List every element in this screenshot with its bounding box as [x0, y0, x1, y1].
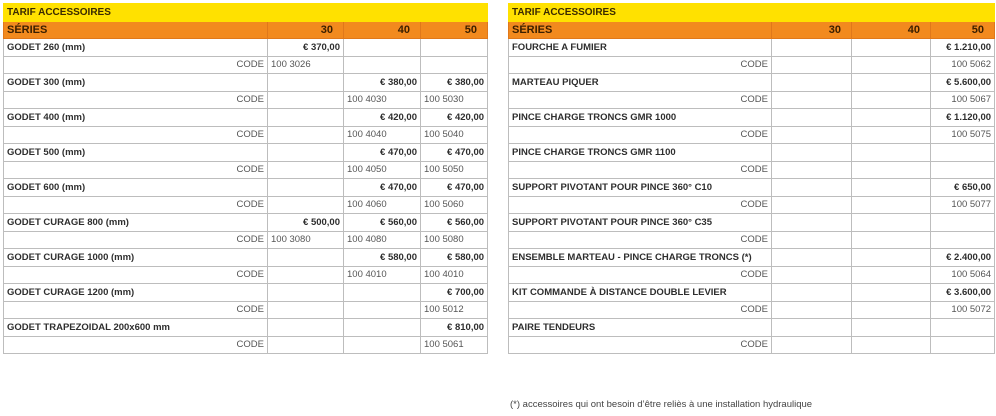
price-cell — [931, 214, 995, 232]
price-cell: € 420,00 — [421, 109, 488, 127]
code-row — [509, 336, 995, 354]
item-name: GODET 260 (mm) — [4, 39, 268, 57]
header-row — [509, 22, 995, 39]
price-cell — [931, 319, 995, 337]
price-cell — [421, 39, 488, 57]
code-label: CODE — [509, 266, 772, 284]
price-row — [509, 74, 995, 92]
price-row — [509, 319, 995, 337]
item-name: PINCE CHARGE TRONCS GMR 1000 — [509, 109, 772, 127]
code-cell: 100 5062 — [931, 56, 995, 74]
price-cell — [852, 39, 931, 57]
code-label: CODE — [509, 196, 772, 214]
price-row — [509, 284, 995, 302]
code-cell — [852, 266, 931, 284]
price-cell: € 580,00 — [421, 249, 488, 267]
code-row — [4, 336, 488, 354]
item-name: PAIRE TENDEURS — [509, 319, 772, 337]
price-cell — [268, 249, 344, 267]
price-cell: € 580,00 — [344, 249, 421, 267]
code-label: CODE — [4, 196, 268, 214]
price-cell: € 470,00 — [344, 144, 421, 162]
column-header-1: 40 — [344, 22, 421, 39]
price-row — [509, 109, 995, 127]
code-label: CODE — [509, 91, 772, 109]
title-row — [509, 4, 995, 22]
price-cell — [852, 144, 931, 162]
code-row — [509, 161, 995, 179]
code-cell — [344, 301, 421, 319]
code-cell: 100 5067 — [931, 91, 995, 109]
price-row — [509, 144, 995, 162]
item-name: GODET 300 (mm) — [4, 74, 268, 92]
price-cell — [268, 144, 344, 162]
code-row — [509, 301, 995, 319]
price-row — [4, 179, 488, 197]
price-cell: € 700,00 — [421, 284, 488, 302]
title-row — [4, 4, 488, 22]
price-cell — [852, 179, 931, 197]
code-cell — [772, 161, 852, 179]
code-cell: 100 5030 — [421, 91, 488, 109]
code-cell: 100 5050 — [421, 161, 488, 179]
code-cell: 100 5060 — [421, 196, 488, 214]
code-cell: 100 4010 — [344, 266, 421, 284]
code-cell: 100 5064 — [931, 266, 995, 284]
code-cell — [268, 126, 344, 144]
price-cell — [268, 319, 344, 337]
code-cell — [772, 231, 852, 249]
code-cell — [852, 91, 931, 109]
price-row — [4, 74, 488, 92]
price-cell: € 370,00 — [268, 39, 344, 57]
price-cell — [852, 249, 931, 267]
code-cell — [268, 161, 344, 179]
code-row — [4, 56, 488, 74]
price-row — [509, 39, 995, 57]
code-cell: 100 4040 — [344, 126, 421, 144]
code-row — [509, 231, 995, 249]
column-header-0: 30 — [772, 22, 852, 39]
price-cell — [772, 319, 852, 337]
price-cell — [344, 284, 421, 302]
price-row — [509, 249, 995, 267]
code-row — [4, 301, 488, 319]
price-cell — [852, 109, 931, 127]
price-cell — [852, 214, 931, 232]
code-cell: 100 5080 — [421, 231, 488, 249]
item-name: GODET CURAGE 1000 (mm) — [4, 249, 268, 267]
code-cell — [772, 56, 852, 74]
code-cell: 100 5072 — [931, 301, 995, 319]
code-cell — [772, 91, 852, 109]
item-name: KIT COMMANDE À DISTANCE DOUBLE LEVIER — [509, 284, 772, 302]
price-row — [4, 144, 488, 162]
price-row — [509, 179, 995, 197]
tarif-table-left — [3, 3, 488, 354]
item-name: ENSEMBLE MARTEAU - PINCE CHARGE TRONCS (*) — [509, 249, 772, 267]
price-cell — [772, 39, 852, 57]
item-name: SUPPORT PIVOTANT POUR PINCE 360° C35 — [509, 214, 772, 232]
price-cell: € 1.120,00 — [931, 109, 995, 127]
code-label: CODE — [4, 126, 268, 144]
price-row — [4, 214, 488, 232]
code-cell — [852, 126, 931, 144]
price-row — [4, 249, 488, 267]
header-row — [4, 22, 488, 39]
item-name: GODET TRAPEZOIDAL 200x600 mm — [4, 319, 268, 337]
code-cell — [268, 301, 344, 319]
price-cell: € 2.400,00 — [931, 249, 995, 267]
item-name: GODET 400 (mm) — [4, 109, 268, 127]
code-label: CODE — [4, 336, 268, 354]
price-cell: € 380,00 — [421, 74, 488, 92]
code-row — [4, 196, 488, 214]
column-header-2: 50 — [931, 22, 995, 39]
item-name: PINCE CHARGE TRONCS GMR 1100 — [509, 144, 772, 162]
price-row — [509, 214, 995, 232]
column-header-2: 50 — [421, 22, 488, 39]
code-cell: 100 3026 — [268, 56, 344, 74]
item-name: GODET CURAGE 800 (mm) — [4, 214, 268, 232]
code-cell: 100 5040 — [421, 126, 488, 144]
price-cell — [268, 284, 344, 302]
price-cell: € 5.600,00 — [931, 74, 995, 92]
code-label: CODE — [4, 301, 268, 319]
code-cell — [931, 336, 995, 354]
price-cell — [772, 179, 852, 197]
code-cell — [772, 196, 852, 214]
price-cell: € 650,00 — [931, 179, 995, 197]
price-cell — [931, 144, 995, 162]
series-header: SÉRIES — [509, 22, 772, 39]
price-cell — [344, 319, 421, 337]
item-name: FOURCHE A FUMIER — [509, 39, 772, 57]
code-cell — [772, 336, 852, 354]
code-label: CODE — [4, 266, 268, 284]
code-cell: 100 4050 — [344, 161, 421, 179]
price-cell: € 380,00 — [344, 74, 421, 92]
code-cell — [852, 196, 931, 214]
code-label: CODE — [4, 91, 268, 109]
price-cell: € 470,00 — [421, 179, 488, 197]
column-header-1: 40 — [852, 22, 931, 39]
code-label: CODE — [4, 231, 268, 249]
code-cell — [772, 301, 852, 319]
code-label: CODE — [509, 231, 772, 249]
item-name: GODET CURAGE 1200 (mm) — [4, 284, 268, 302]
code-row — [4, 266, 488, 284]
code-cell — [852, 231, 931, 249]
price-cell — [772, 284, 852, 302]
price-cell: € 470,00 — [421, 144, 488, 162]
code-label: CODE — [509, 126, 772, 144]
price-cell — [852, 284, 931, 302]
price-row — [4, 319, 488, 337]
price-cell: € 560,00 — [344, 214, 421, 232]
code-label: CODE — [509, 161, 772, 179]
code-cell — [268, 336, 344, 354]
price-cell: € 560,00 — [421, 214, 488, 232]
price-cell — [772, 144, 852, 162]
code-cell: 100 5077 — [931, 196, 995, 214]
price-row — [4, 109, 488, 127]
code-row — [509, 126, 995, 144]
code-row — [4, 126, 488, 144]
table-title: TARIF ACCESSOIRES — [4, 4, 488, 22]
price-cell — [772, 214, 852, 232]
code-cell: 100 4010 — [421, 266, 488, 284]
code-label: CODE — [4, 161, 268, 179]
item-name: GODET 600 (mm) — [4, 179, 268, 197]
code-cell: 100 4080 — [344, 231, 421, 249]
item-name: MARTEAU PIQUER — [509, 74, 772, 92]
code-cell — [772, 266, 852, 284]
item-name: GODET 500 (mm) — [4, 144, 268, 162]
code-cell — [852, 336, 931, 354]
price-cell: € 3.600,00 — [931, 284, 995, 302]
price-cell: € 500,00 — [268, 214, 344, 232]
code-cell — [852, 56, 931, 74]
tarif-table-right — [508, 3, 995, 354]
code-cell — [931, 231, 995, 249]
price-row — [4, 39, 488, 57]
column-header-0: 30 — [268, 22, 344, 39]
code-cell — [852, 161, 931, 179]
price-cell — [344, 39, 421, 57]
price-cell: € 1.210,00 — [931, 39, 995, 57]
code-cell: 100 5075 — [931, 126, 995, 144]
code-row — [509, 56, 995, 74]
code-label: CODE — [509, 301, 772, 319]
code-label: CODE — [509, 56, 772, 74]
footnote: (*) accessoires qui ont besoin d’être reliès à une installation hydraulique — [510, 399, 813, 410]
code-row — [4, 91, 488, 109]
code-cell — [268, 196, 344, 214]
code-label: CODE — [509, 336, 772, 354]
code-cell — [931, 161, 995, 179]
code-cell — [344, 56, 421, 74]
code-cell: 100 4060 — [344, 196, 421, 214]
price-cell — [852, 74, 931, 92]
code-row — [509, 266, 995, 284]
code-cell — [772, 126, 852, 144]
code-cell: 100 4030 — [344, 91, 421, 109]
code-row — [4, 231, 488, 249]
price-cell — [852, 319, 931, 337]
series-header: SÉRIES — [4, 22, 268, 39]
price-cell: € 420,00 — [344, 109, 421, 127]
code-row — [509, 196, 995, 214]
code-cell: 100 3080 — [268, 231, 344, 249]
code-row — [4, 161, 488, 179]
price-cell — [268, 109, 344, 127]
code-row — [509, 91, 995, 109]
item-name: SUPPORT PIVOTANT POUR PINCE 360° C10 — [509, 179, 772, 197]
code-cell: 100 5061 — [421, 336, 488, 354]
code-cell: 100 5012 — [421, 301, 488, 319]
price-cell — [772, 74, 852, 92]
price-row — [4, 284, 488, 302]
code-cell — [421, 56, 488, 74]
code-cell — [268, 91, 344, 109]
price-cell — [268, 179, 344, 197]
price-cell — [772, 109, 852, 127]
price-cell — [772, 249, 852, 267]
code-cell — [344, 336, 421, 354]
code-label: CODE — [4, 56, 268, 74]
code-cell — [852, 301, 931, 319]
price-cell — [268, 74, 344, 92]
price-cell: € 810,00 — [421, 319, 488, 337]
price-cell: € 470,00 — [344, 179, 421, 197]
table-title: TARIF ACCESSOIRES — [509, 4, 995, 22]
code-cell — [268, 266, 344, 284]
